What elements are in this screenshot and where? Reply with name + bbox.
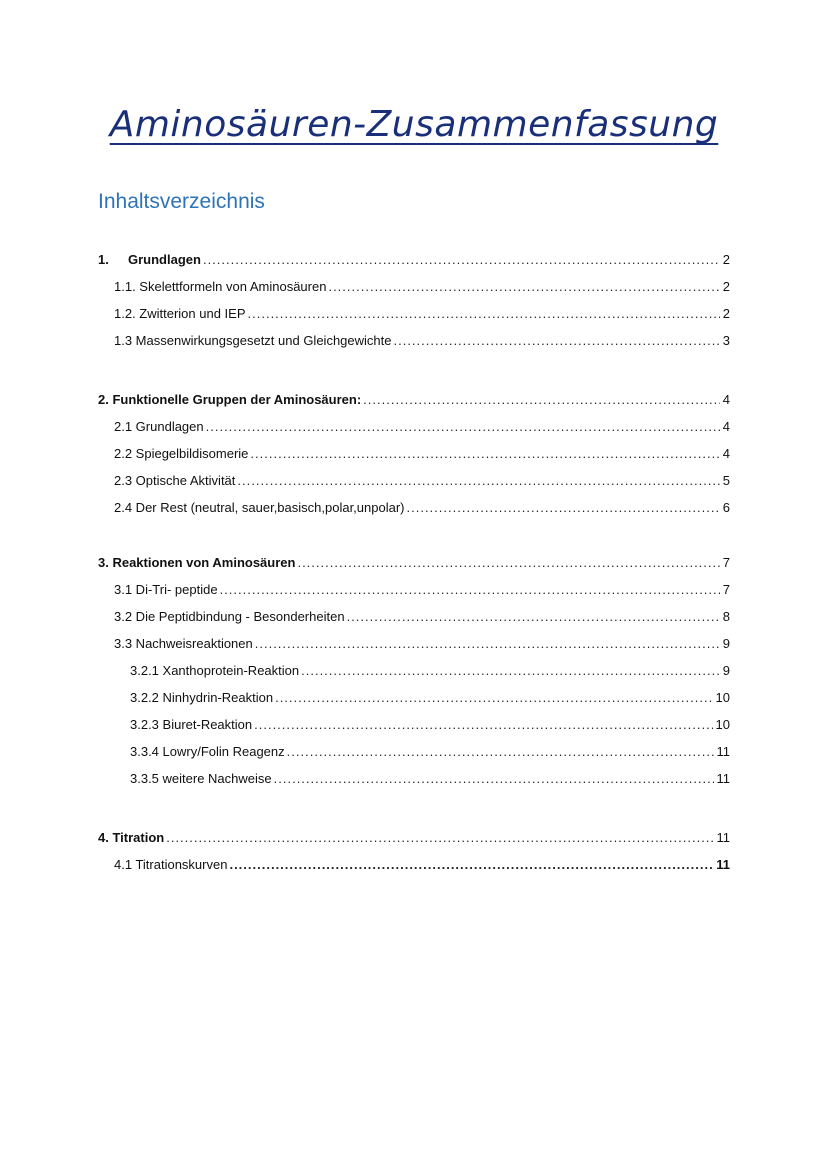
toc-leader-dots (203, 250, 720, 270)
toc-entry-label: 1.3 Massenwirkungsgesetzt und Gleichgewichte (114, 333, 392, 348)
toc-entry-label: 2. Funktionelle Gruppen der Aminosäuren: (98, 392, 362, 407)
toc-leader-dots (275, 688, 712, 708)
toc-leader-dots (220, 580, 720, 600)
toc-leader-dots (255, 634, 720, 654)
toc-page-number: 4 (722, 392, 730, 407)
toc-entry-label: 4. Titration (98, 830, 165, 845)
toc-entry-label: 2.1 Grundlagen (114, 419, 204, 434)
toc-leader-dots (407, 498, 720, 518)
toc-leader-dots (248, 304, 720, 324)
toc-entry-label: 2.4 Der Rest (neutral, sauer,basisch,polar,unpolar) (114, 500, 405, 515)
toc-leader-dots (347, 607, 720, 627)
toc-leader-dots (393, 331, 719, 351)
toc-leader-dots (229, 855, 713, 875)
toc-entry-label: 3. Reaktionen von Aminosäuren (98, 555, 296, 570)
toc-entry-4-1[interactable] (98, 855, 730, 875)
toc-entry-1-3[interactable] (98, 331, 730, 351)
toc-page-number: 2 (722, 306, 730, 321)
toc-leader-dots (274, 769, 714, 789)
toc-entry-4[interactable] (98, 828, 730, 848)
toc-page-number: 3 (722, 333, 730, 348)
toc-entry-2-2[interactable] (98, 444, 730, 464)
toc-entry-3[interactable] (98, 553, 730, 573)
toc-page-number: 10 (715, 690, 730, 705)
document-title: Aminosäuren-Zusammenfassung (109, 104, 719, 145)
toc-page-number: 5 (722, 473, 730, 488)
toc-entry-label: 3.2.3 Biuret-Reaktion (130, 717, 253, 732)
toc-leader-dots (297, 553, 719, 573)
toc-entry-3-1[interactable] (98, 580, 730, 600)
toc-entry-1[interactable] (98, 250, 730, 270)
toc-entry-2-3[interactable] (98, 471, 730, 491)
toc-leader-dots (254, 715, 712, 735)
toc-page-number: 11 (716, 771, 730, 786)
toc-leader-dots (287, 742, 714, 762)
toc-entry-label: 3.2.2 Ninhydrin-Reaktion (130, 690, 274, 705)
toc-entry-label: 3.2 Die Peptidbindung - Besonderheiten (114, 609, 345, 624)
toc-entry-label: Grundlagen (128, 252, 201, 267)
toc-page-number: 7 (722, 555, 730, 570)
toc-entry-number: 1. (98, 252, 109, 267)
toc-entry-label: 3.2.1 Xanthoprotein-Reaktion (130, 663, 300, 678)
toc-page-number: 11 (716, 830, 730, 845)
toc-heading: Inhaltsverzeichnis (98, 190, 265, 213)
toc-entry-3-2-1[interactable] (98, 661, 730, 681)
toc-entry-label: 2.2 Spiegelbildisomerie (114, 446, 249, 461)
toc-page-number: 4 (722, 446, 730, 461)
toc-leader-dots (206, 417, 720, 437)
toc-page-number: 8 (722, 609, 730, 624)
toc-page-number: 10 (715, 717, 730, 732)
toc-entry-3-2-3[interactable] (98, 715, 730, 735)
toc-page-number: 4 (722, 419, 730, 434)
toc-leader-dots (166, 828, 713, 848)
toc-leader-dots (363, 390, 720, 410)
toc-page-number: 9 (722, 663, 730, 678)
toc-page-number: 9 (722, 636, 730, 651)
toc-entry-label: 1.2. Zwitterion und IEP (114, 306, 246, 321)
toc-entry-2[interactable] (98, 390, 730, 410)
toc-entry-2-1[interactable] (98, 417, 730, 437)
toc-leader-dots (301, 661, 720, 681)
toc-entry-3-3-5[interactable] (98, 769, 730, 789)
toc-entry-label: 3.3.5 weitere Nachweise (130, 771, 272, 786)
toc-page-number: 11 (716, 744, 730, 759)
toc-page-number: 11 (716, 857, 730, 872)
toc-entry-3-3-4[interactable] (98, 742, 730, 762)
toc-entry-3-2[interactable] (98, 607, 730, 627)
toc-leader-dots (250, 444, 719, 464)
toc-entry-label: 2.3 Optische Aktivität (114, 473, 236, 488)
toc-entry-label: 3.3.4 Lowry/Folin Reagenz (130, 744, 285, 759)
toc-leader-dots (328, 277, 719, 297)
toc-entry-3-3[interactable] (98, 634, 730, 654)
toc-page-number: 2 (722, 279, 730, 294)
toc-leader-dots (237, 471, 719, 491)
toc-entry-label: 3.1 Di-Tri- peptide (114, 582, 218, 597)
toc-page-number: 6 (722, 500, 730, 515)
toc-entry-2-4[interactable] (98, 498, 730, 518)
toc-entry-label: 1.1. Skelettformeln von Aminosäuren (114, 279, 327, 294)
toc-entry-3-2-2[interactable] (98, 688, 730, 708)
toc-entry-1-1[interactable] (98, 277, 730, 297)
toc-page-number: 7 (722, 582, 730, 597)
toc-entry-1-2[interactable] (98, 304, 730, 324)
toc-entry-label: 3.3 Nachweisreaktionen (114, 636, 253, 651)
toc-page-number: 2 (722, 252, 730, 267)
toc-entry-label: 4.1 Titrationskurven (114, 857, 228, 872)
